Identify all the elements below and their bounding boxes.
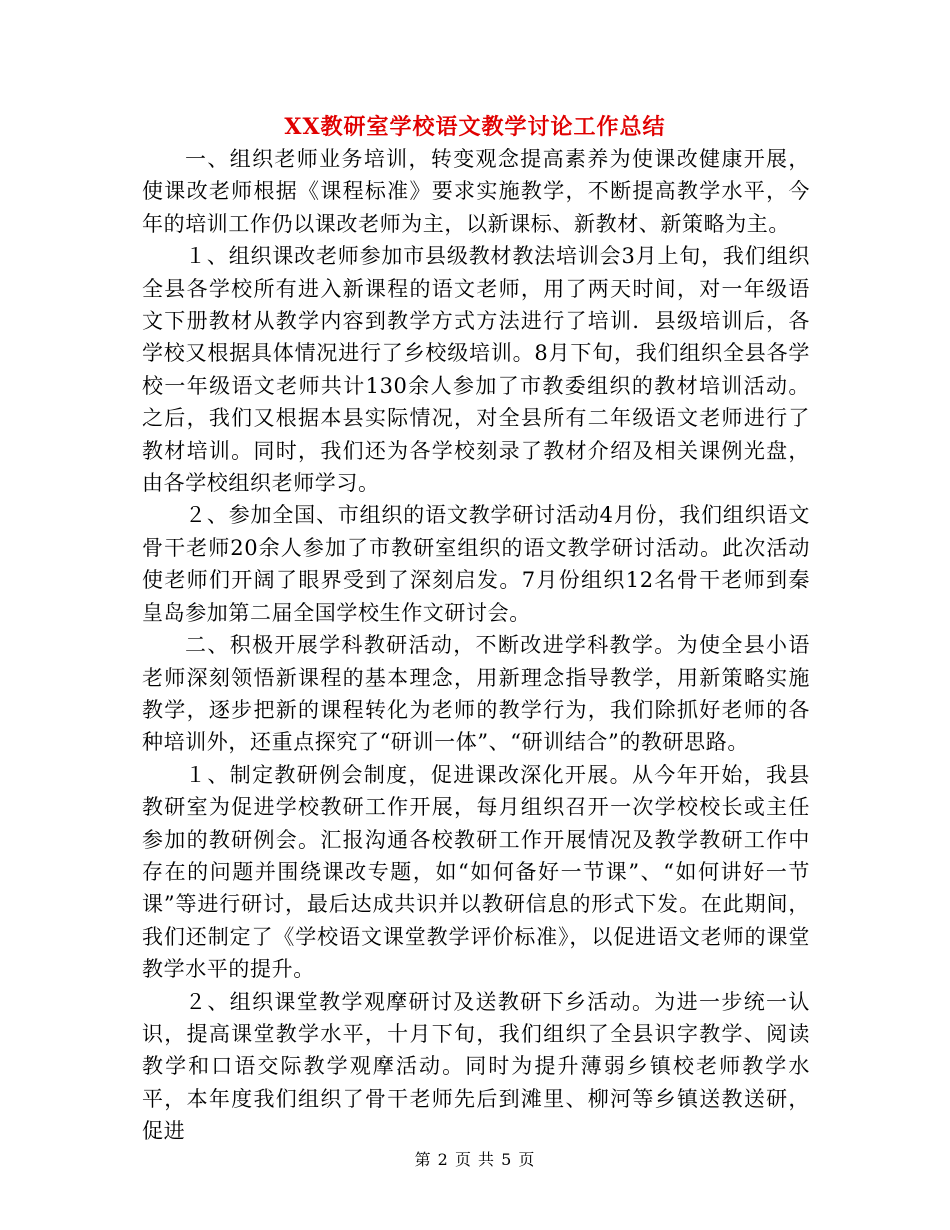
paragraph-textbook-training: １、组织课改老师参加市县级教材教法培训会3月上旬，我们组织全县各学校所有进入新课程的语文老师，用了两天时间，对一年级语文下册教材从教学内容到教学方式方法进行了培训．县级培训后，各学校又根据具体情况进行了乡校级培训。8月下旬，我们组织全县各学校一年级语文老师共计130余人参加了市教委组织的教材培训活动。之后，我们又根据本县实际情况，对全县所有二年级语文老师进行了教材培训。同时，我们还为各学校刻录了教材介绍及相关课例光盘，由各学校组织老师学习。 [142, 244, 810, 496]
paragraph-teaching-research: 二、积极开展学科教研活动，不断改进学科教学。为使全县小语老师深刻领悟新课程的基本理念，用新理念指导教学，用新策略实施教学，逐步把新的课程转化为老师的教学行为，我们除抓好老师的各种培训外，还重点探究了“研训一体”、“研训结合”的教研思路。 [142, 633, 810, 755]
document-body [142, 143, 810, 1148]
page-number-footer: 第 2 页 共 5 页 [414, 1150, 536, 1169]
paragraph-regular-meetings: １、制定教研例会制度，促进课改深化开展。从今年开始，我县教研室为促进学校教研工作开展，每月组织召开一次学校校长或主任参加的教研例会。汇报沟通各校教研工作开展情况及教学教研工作中存在的问题并围绕课改专题，如“如何备好一节课”、“如何讲好一节课”等进行研讨，最后达成共识并以教研信息的形式下发。在此期间，我们还制定了《学校语文课堂教学评价标准》，以促进语文老师的课堂教学水平的提升。 [142, 762, 810, 982]
document-title: XX教研室学校语文教学讨论工作总结 [284, 114, 666, 140]
paragraph-seminar-participation: ２、参加全国、市组织的语文教学研讨活动4月份，我们组织语文骨干老师20余人参加了市教研室组织的语文教学研讨活动。此次活动使老师们开阔了眼界受到了深刻启发。7月份组织12名骨干老师到秦皇岛参加第二届全国学校生作文研讨会。 [142, 503, 810, 625]
paragraph-training-overview: 一、组织老师业务培训，转变观念提高素养为使课改健康开展，使课改老师根据《课程标准》要求实施教学，不断提高教学水平，今年的培训工作仍以课改老师为主，以新课标、新教材、新策略为主。 [142, 147, 810, 236]
paragraph-observation-activities: ２、组织课堂教学观摩研讨及送教研下乡活动。为进一步统一认识，提高课堂教学水平，十月下旬，我们组织了全县识字教学、阅读教学和口语交际教学观摩活动。同时为提升薄弱乡镇校老师教学水平，本年度我们组织了骨干老师先后到滩里、柳河等乡镇送教送研，促进 [142, 989, 810, 1144]
